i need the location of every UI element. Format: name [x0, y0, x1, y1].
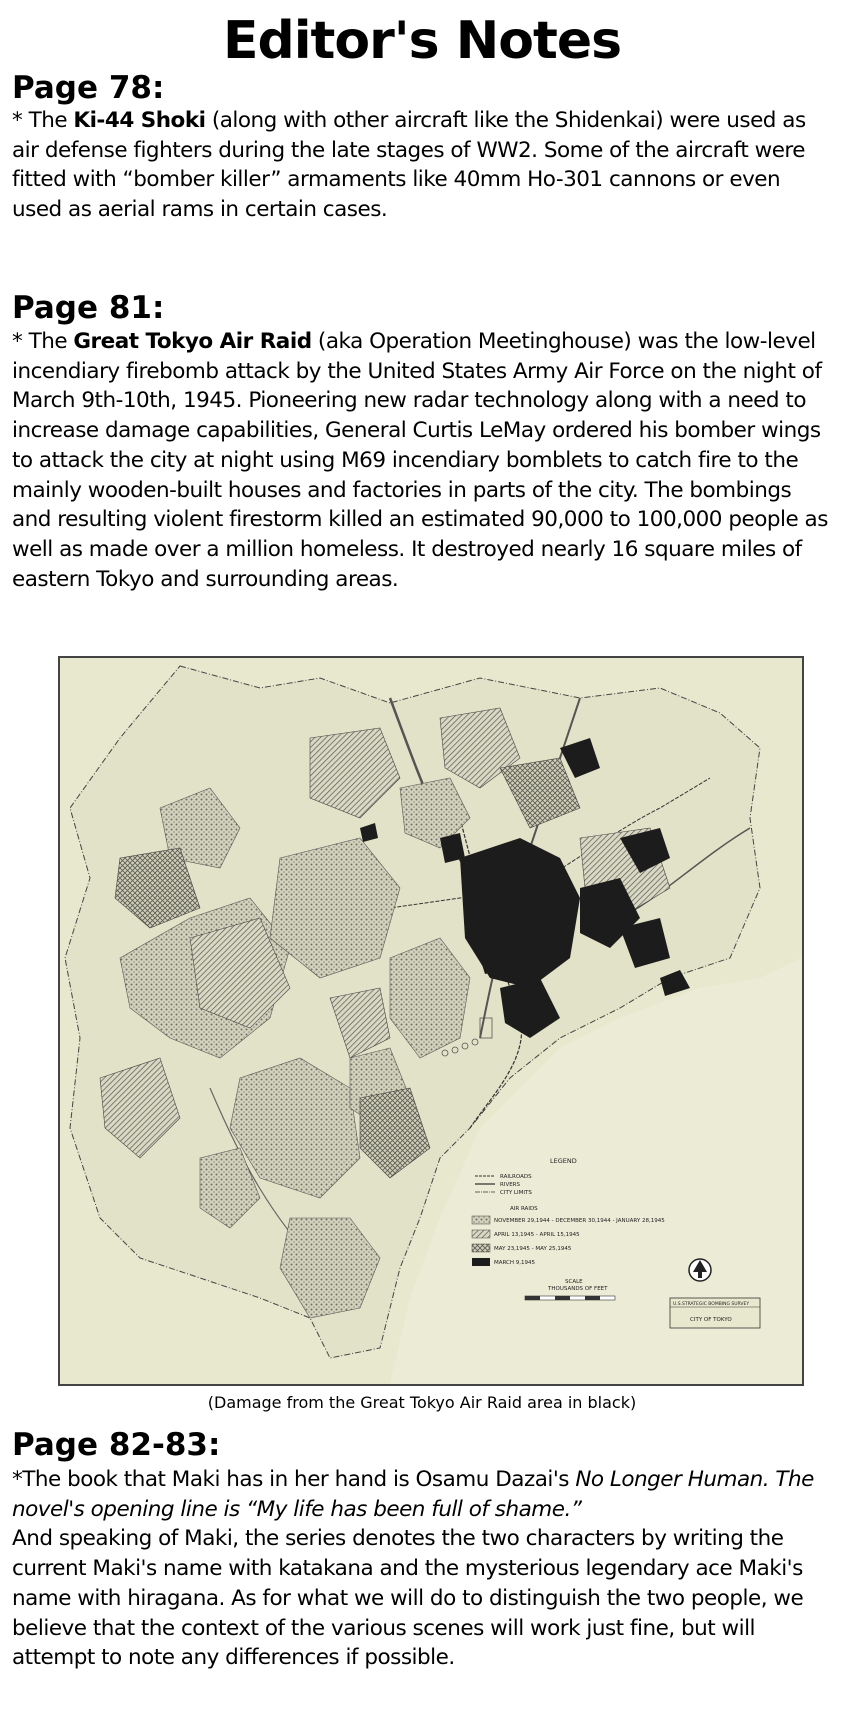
stamp-place: CITY OF TOKYO: [690, 1317, 732, 1323]
map-caption: (Damage from the Great Tokyo Air Raid area in black): [207, 1393, 637, 1412]
tokyo-damage-map: [58, 656, 804, 1386]
text-run: (aka Operation Meetinghouse) was the low-level incendiary firebomb attack by the United States Army Air Force on the night of March 9th-10th, 1945. Pioneering new radar technology along with a need to increase damage capabilities, General Curtis LeMay ordered his bomber wings to attack the city at night using M69 incendiary bomblets to catch fire to the mainly wooden-built houses and factories in parts of the city. The bombings and resulting violent firestorm killed an estimated 90,000 to 100,000 people as well as made over a million homeless. It destroyed nearly 16 square miles of eastern Tokyo and surrounding areas.: [12, 329, 828, 592]
text-run: And speaking of Maki, the series denotes the two characters by writing the current Maki's name with katakana and the mysterious legendary ace Maki's name with hiragana. As for what we will do to distinguish the two people, we believe that the context of the various scenes will work just fine, but will attempt to note any differences if possible.: [12, 1526, 804, 1671]
text-run: * The: [12, 329, 74, 354]
text-run: * The: [12, 108, 74, 133]
section-text-page-82-83: [12, 1465, 836, 1673]
text-run: Great Tokyo Air Raid: [73, 329, 312, 354]
section-text-page-81: [12, 327, 836, 594]
legend-railroads: RAILROADS: [500, 1174, 532, 1180]
page-title: Editor's Notes: [222, 11, 622, 71]
legend-title: LEGEND: [550, 1157, 577, 1165]
north-arrow-icon: [689, 1259, 711, 1281]
legend-rivers: RIVERS: [500, 1182, 520, 1188]
legend-raid-apr-1945: APRIL 13,1945 - APRIL 15,1945: [494, 1232, 580, 1238]
stamp-agency: U.S.STRATEGIC BOMBING SURVEY: [673, 1302, 750, 1307]
legend-raid-mar-1945: MARCH 9,1945: [494, 1260, 536, 1266]
legend-raid-nov-1944: NOVEMBER 29,1944 - DECEMBER 30,1944 - JANUARY 28,1945: [494, 1218, 665, 1224]
legend-scale-units: THOUSANDS OF FEET: [548, 1286, 608, 1292]
section-text-page-78: [12, 106, 836, 225]
scale-bar: [525, 1296, 615, 1300]
text-run: No Longer Human. The novel's opening line is “My life has been full of shame.”: [12, 1467, 814, 1522]
text-run: *The book that Maki has in her hand is Osamu Dazai's: [12, 1467, 576, 1492]
section-heading-page-82-83: Page 82-83:: [12, 1427, 221, 1463]
legend-raid-may-1945: MAY 23,1945 - MAY 25,1945: [494, 1246, 572, 1252]
text-run: Ki-44 Shoki: [73, 108, 206, 133]
survey-stamp: [670, 1298, 760, 1328]
legend-scale-title: SCALE: [565, 1279, 583, 1285]
text-run: (along with other aircraft like the Shidenkai) were used as air defense fighters during the late stages of WW2. Some of the aircraft were fitted with “bomber killer” armaments like 40mm Ho-301 cannons or even used as aerial rams in certain cases.: [12, 108, 806, 223]
section-heading-page-78: Page 78:: [12, 70, 165, 106]
legend-city-limits: CITY LIMITS: [500, 1190, 532, 1196]
legend-air-raids-title: AIR RAIDS: [510, 1206, 538, 1212]
section-heading-page-81: Page 81:: [12, 290, 165, 326]
